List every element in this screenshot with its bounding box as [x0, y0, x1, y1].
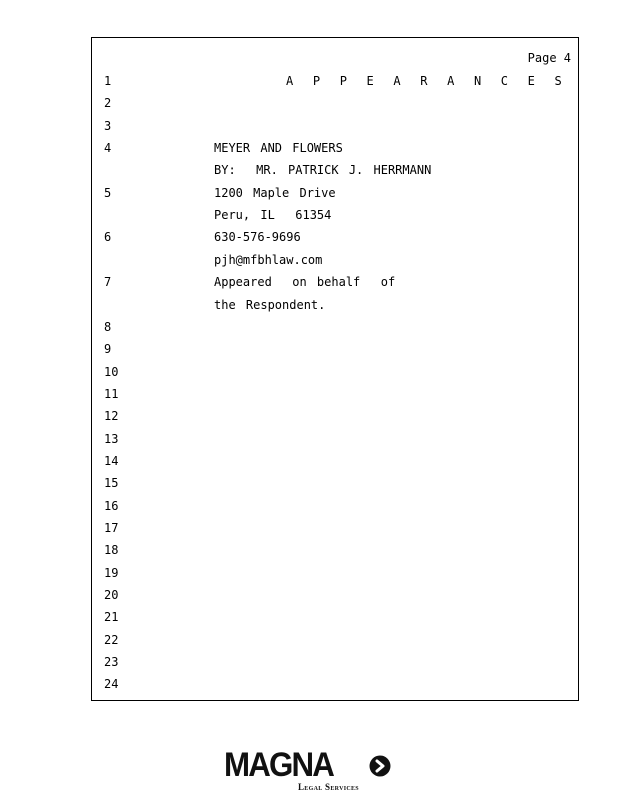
line-number: 3 [104, 118, 112, 133]
line-number: 19 [104, 565, 119, 580]
line-number: 24 [104, 677, 119, 692]
transcript-line [92, 320, 578, 342]
page-number: Page 4 [527, 51, 571, 65]
transcript-line [92, 253, 578, 275]
logo-wordmark: MAGNA [224, 746, 333, 784]
line-number: 7 [104, 275, 112, 290]
transcript-line [92, 409, 578, 431]
line-text: 1200 Maple Drive [214, 185, 336, 200]
line-number: 17 [104, 521, 119, 535]
arrow-circle-icon [369, 755, 391, 777]
line-number: 9 [104, 342, 112, 357]
transcript-line [92, 633, 578, 655]
line-text: MEYER AND FLOWERS [214, 141, 343, 156]
line-number: 18 [104, 543, 119, 558]
transcript-line [92, 432, 578, 454]
line-number: 4 [104, 141, 112, 156]
transcript-line [92, 588, 578, 610]
transcript-line [92, 119, 578, 141]
line-number: 16 [104, 498, 119, 513]
line-number: 5 [104, 185, 112, 200]
transcript-line [92, 476, 578, 498]
transcript-line [92, 454, 578, 476]
line-number: 2 [104, 96, 112, 111]
magna-logo [224, 748, 394, 794]
line-text: BY: MR. PATRICK J. HERRMANN [214, 163, 432, 178]
line-number: 10 [104, 364, 119, 379]
transcript-line [92, 521, 578, 543]
transcript-line [92, 275, 578, 297]
line-number: 20 [104, 588, 119, 603]
line-number: 13 [104, 431, 119, 446]
transcript-page [91, 37, 579, 701]
transcript-line [92, 141, 578, 163]
line-text: Appeared on behalf of [214, 275, 396, 290]
transcript-line [92, 186, 578, 208]
transcript-line [92, 163, 578, 185]
transcript-line [92, 566, 578, 588]
line-text: Peru, IL 61354 [214, 208, 332, 223]
transcript-line [92, 610, 578, 632]
line-text: 630-576-9696 [214, 230, 301, 245]
line-number: 6 [104, 230, 112, 245]
line-number: 22 [104, 632, 119, 647]
transcript-line [92, 655, 578, 677]
transcript-line [92, 387, 578, 409]
transcript-line [92, 230, 578, 252]
transcript-line [92, 543, 578, 565]
transcript-line [92, 208, 578, 230]
line-text: the Respondent. [214, 297, 326, 312]
line-number: 23 [104, 655, 119, 670]
line-number: 12 [104, 409, 119, 424]
transcript-line [92, 298, 578, 320]
transcript-line [92, 365, 578, 387]
line-number: 11 [104, 386, 119, 401]
transcript-line [92, 677, 578, 699]
transcript-line [92, 74, 578, 96]
transcript-line [92, 96, 578, 118]
line-text: pjh@mfbhlaw.com [214, 252, 323, 267]
transcript-line [92, 499, 578, 521]
transcript-line [92, 342, 578, 364]
line-number: 14 [104, 453, 119, 468]
line-number: 15 [104, 476, 119, 491]
line-number: 21 [104, 610, 119, 625]
appearances-title: A P P E A R A N C E S [286, 74, 568, 88]
logo-subtitle: Legal Services [298, 782, 359, 792]
line-number: 8 [104, 319, 112, 334]
line-number: 1 [104, 74, 112, 88]
